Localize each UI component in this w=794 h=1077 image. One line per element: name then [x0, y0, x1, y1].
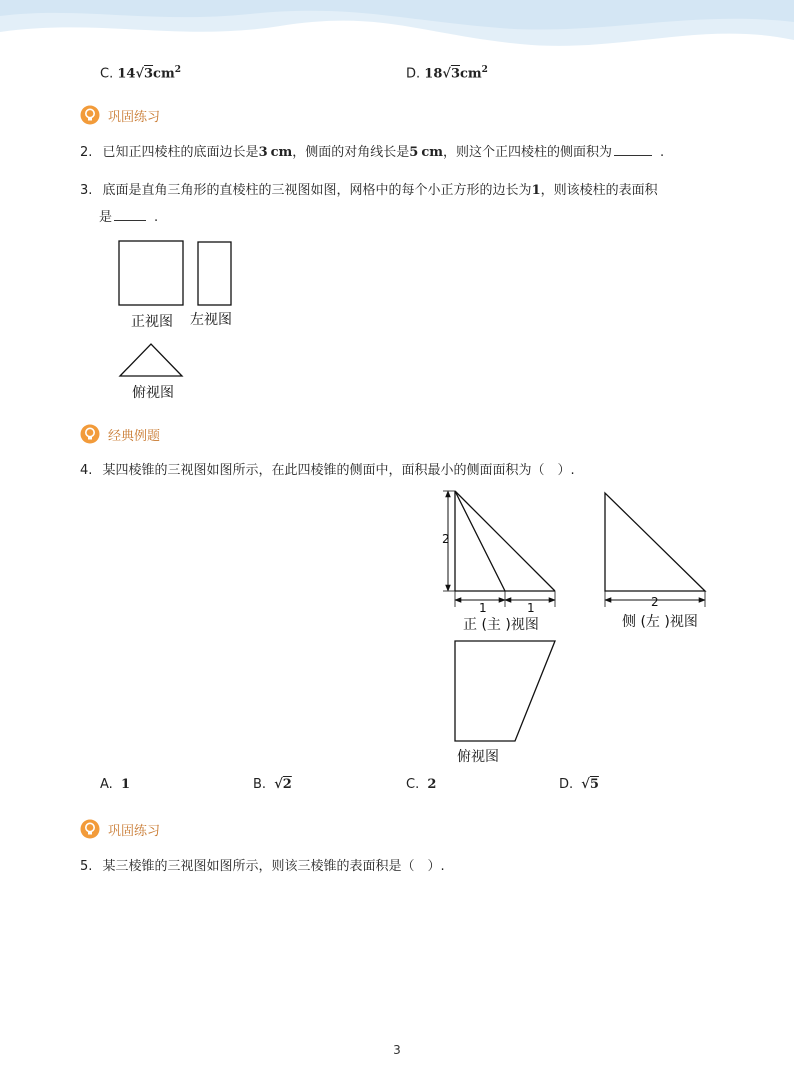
q3-three-view-figure [100, 232, 260, 402]
question-text: 是 [99, 210, 113, 225]
question-number: 4. [80, 463, 93, 478]
sqrt-symbol: √ [135, 66, 144, 82]
question-text: ，则这个正四棱柱的侧面积为 [443, 145, 613, 160]
exponent: 2 [481, 65, 488, 75]
front-view-square [119, 241, 183, 305]
front-right-label: 1 [527, 601, 535, 615]
exponent: 2 [174, 65, 181, 75]
unit: cm [153, 66, 175, 82]
answer-blank[interactable] [114, 208, 146, 221]
section-heading-practice [80, 105, 160, 125]
question-text: 已知正四棱柱的底面边长是 [102, 145, 259, 160]
q1-option-d [406, 61, 488, 83]
radicand: 3 [450, 66, 460, 82]
answer-blank[interactable] [614, 143, 652, 156]
top-view-label: 俯视图 [457, 749, 499, 765]
side-view-label: 侧 (左 )视图 [622, 614, 698, 630]
question-4 [80, 462, 575, 480]
q1-option-c [100, 61, 181, 83]
section-title: 巩固练习 [108, 109, 161, 125]
option-value: 1 [120, 777, 130, 792]
period: . [154, 210, 159, 225]
question-text: 某三棱锥的三视图如图所示，则该三棱锥的表面积是（ ）. [102, 859, 445, 874]
option-coefficient: 14 [117, 66, 136, 82]
question-3 [80, 182, 658, 200]
question-number: 5. [80, 859, 93, 874]
lightbulb-icon [80, 424, 100, 444]
front-view [442, 491, 555, 633]
option-value: 2 [427, 777, 437, 792]
q4-option-d [559, 776, 599, 794]
q4-option-b [253, 776, 292, 794]
header-wave-decoration [0, 0, 794, 56]
q4-option-c [406, 776, 436, 794]
radicand: 5 [589, 777, 599, 792]
section-title: 经典例题 [108, 428, 161, 444]
option-label: B. [253, 777, 267, 792]
q4-option-a [100, 776, 130, 794]
top-view-triangle [120, 344, 182, 376]
unit: cm [459, 66, 482, 82]
height-label: 2 [442, 532, 450, 546]
question-number: 3. [80, 183, 93, 198]
question-text: 某四棱锥的三视图如图所示，在此四棱锥的侧面中，面积最小的侧面面积为（ ）. [102, 463, 575, 478]
question-3-line-2 [99, 208, 158, 227]
option-label: D. [406, 66, 421, 82]
lightbulb-icon [80, 105, 100, 125]
period: . [660, 145, 665, 160]
unit: cm [270, 145, 293, 160]
value: 3 [258, 145, 268, 160]
radicand: 3 [144, 66, 154, 82]
question-5 [80, 858, 445, 876]
left-view-label: 左视图 [190, 312, 232, 328]
top-view [455, 641, 555, 765]
q4-three-view-figure [435, 485, 725, 770]
front-view-label: 正 (主 )视图 [463, 617, 539, 633]
option-label: A. [100, 777, 113, 792]
question-text: ，则该棱柱的表面积 [540, 183, 658, 198]
question-text: 底面是直角三角形的直棱柱的三视图如图，网格中的每个小正方形的边长为 [102, 183, 532, 198]
value: 5 [409, 145, 419, 160]
section-title: 巩固练习 [108, 823, 161, 839]
side-width-label: 2 [651, 595, 659, 609]
section-heading-practice-2 [80, 819, 160, 839]
page-number: 3 [393, 1043, 401, 1057]
top-view-label: 俯视图 [132, 385, 174, 401]
option-label: C. [100, 66, 114, 82]
question-2 [80, 143, 664, 162]
sqrt-symbol: √ [442, 66, 451, 82]
side-view [605, 493, 705, 630]
unit: cm [421, 145, 444, 160]
front-view-label: 正视图 [131, 314, 173, 330]
sqrt-symbol: √ [581, 777, 590, 792]
question-text: ，侧面的对角线长是 [292, 145, 410, 160]
option-coefficient: 18 [424, 66, 443, 82]
option-label: C. [406, 777, 420, 792]
question-number: 2. [80, 145, 93, 160]
lightbulb-icon [80, 819, 100, 839]
left-view-rectangle [198, 242, 231, 305]
option-label: D. [559, 777, 574, 792]
sqrt-symbol: √ [274, 777, 283, 792]
radicand: 2 [282, 777, 292, 792]
section-heading-example [80, 424, 160, 444]
front-left-label: 1 [479, 601, 487, 615]
value: 1 [531, 183, 541, 198]
